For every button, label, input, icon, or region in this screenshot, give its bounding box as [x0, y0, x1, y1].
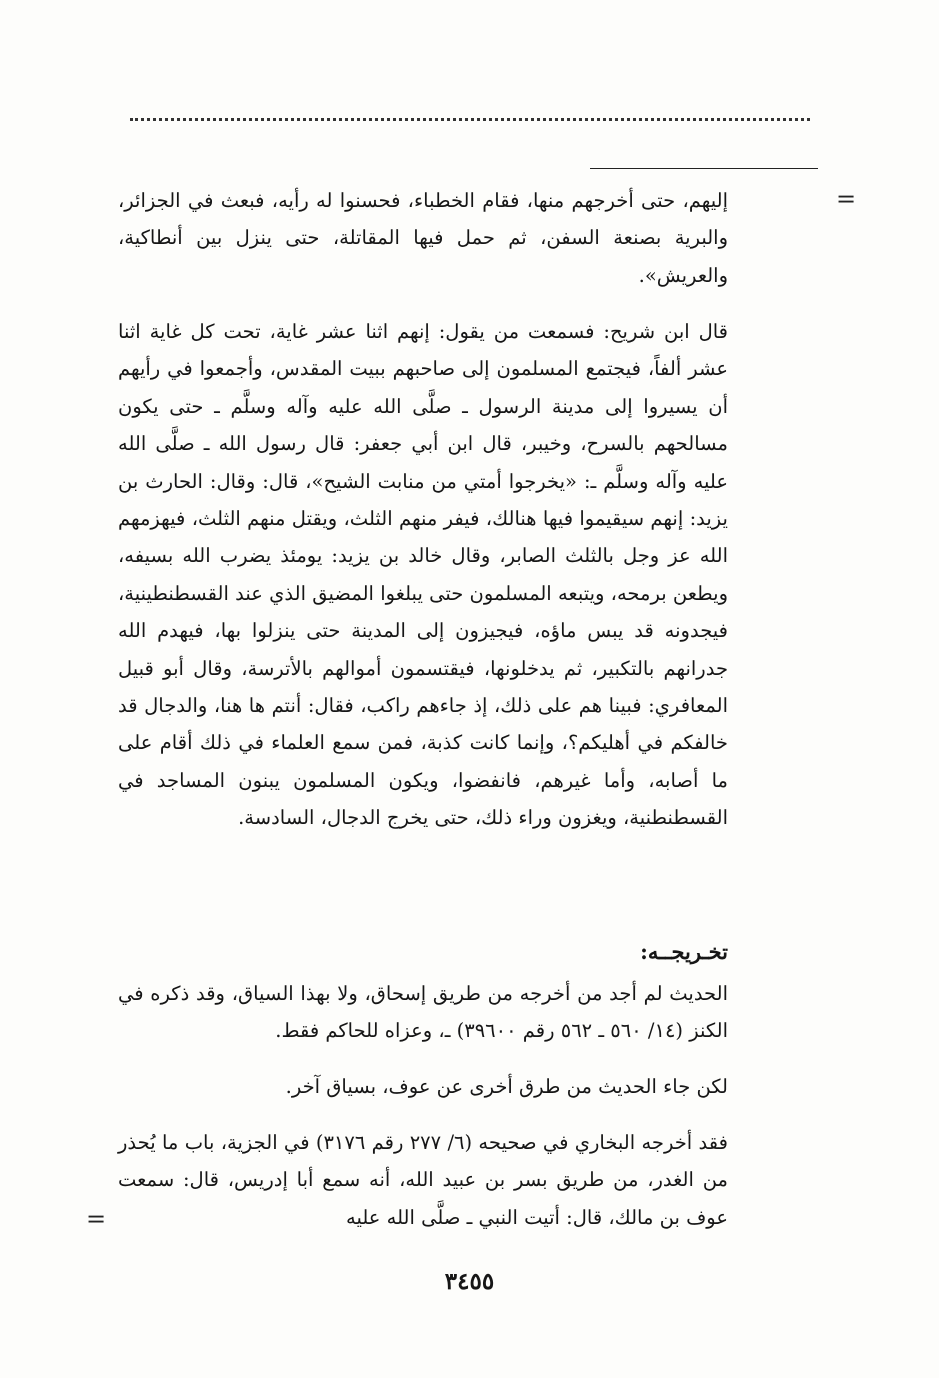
paragraph-bukhari: فقد أخرجه البخاري في صحيحه (٦/ ٢٧٧ رقم ٣١٧٦) في الجزية، باب ما يُحذر من الغدر، من طريق بسر بن عبيد الله، أنه سمع أبا إدريس، قال: سمعت عوف بن مالك، قال: أتيت النبي ـ صلَّى الله عليه [118, 1131, 728, 1229]
dotted-rule [130, 118, 810, 132]
paragraph-narration: قال ابن شريح: فسمعت من يقول: إنهم اثنا عشر غاية، تحت كل غاية اثنا عشر ألفاً، فيجتمع المسلمون إلى صاحبهم ببيت المقدس، وأجمعوا في رأيهم أن يسيروا إلى مدينة الرسول ـ صلَّى الله عليه وآله وسلَّم ـ حتى يكون مسالحهم بالسرح، وخيبر، قال ابن أبي جعفر: قال رسول الله ـ صلَّى الله عليه وآله وسلَّم ـ: «يخرجوا أمتي من منابت الشيح»، قال: وقال: الحارث بن يزيد: إنهم سيقيموا فيها هنالك، فيفر منهم الثلث، ويقتل منهم الثلث، فيهزمهم الله عز وجل بالثلث الصابر، وقال خالد بن يزيد: يومئذ يضرب الله بسيفه، ويطعن برمحه، ويتبعه المسلمون حتى يبلغوا المضيق الذي عند القسطنطينية، فيجدونه قد يبس ماؤه، فيجيزون إلى المدينة حتى ينزلوا بها، فيهدم الله جدرانهم بالتكبير، ثم يدخلونها، فيقتسمون أموالهم بالأترسة، وقال أبو قبيل المعافري: فبينا هم على ذلك، إذ جاءهم راكب، فقال: أنتم ها هنا، والدجال قد خالفكم في أهليكم؟، وإنما كانت كذبة، فمن سمع العلماء في ذلك أقام على ما أصابه، وأما غيرهم، فانفضوا، ويكون المسلمون يبنون المساجد في القسطنطنية، ويغزون وراء ذلك، حتى يخرج الدجال، السادسة. [118, 320, 728, 830]
section-heading-takhrij: تخـريجــه: [640, 939, 728, 964]
page-number: ٣٤٥٥ [444, 1268, 495, 1295]
paragraph-takhrij: الحديث لم أجد من أخرجه من طريق إسحاق، ولا بهذا السياق، وقد ذكره في الكنز (١٤/ ٥٦٠ ـ ٥٦٢ رقم ٣٩٦٠٠) ـ، وعزاه للحاكم فقط. [118, 982, 728, 1043]
continuation-mark-top: = [836, 185, 857, 213]
separator-line [590, 168, 818, 169]
continuation-mark-bottom: = [86, 1205, 107, 1233]
paragraph-intro: إليهم، حتى أخرجهم منها، فقام الخطباء، فحسنوا له رأيه، فبعث في الجزائر، والبرية بصنعة السفن، ثم حمل فيها المقاتلة، حتى ينزل بين أنطاكية، والعريش». [118, 189, 728, 287]
paragraph-other-routes: لكن جاء الحديث من طرق أخرى عن عوف، بسياق آخر. [285, 1075, 728, 1098]
